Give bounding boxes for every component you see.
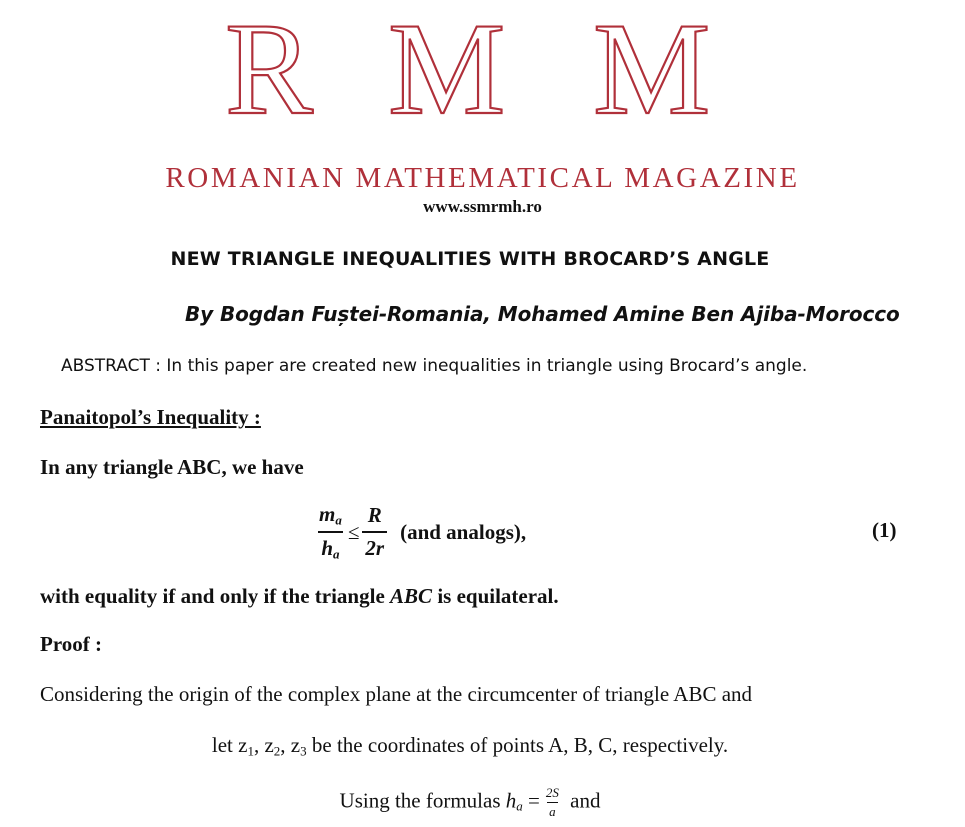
equation-number: (1) (872, 518, 897, 542)
h-symbol: h (505, 788, 517, 813)
formula-suffix: (and analogs), (400, 519, 527, 544)
proof-heading: Proof : (40, 632, 103, 656)
rhs-numerator: R (367, 503, 382, 527)
proof-line-1: Considering the origin of the complex plane at the circumcenter of triangle ABC and (40, 682, 753, 706)
lhs-numerator: m (319, 501, 336, 526)
rmm-logo (200, 0, 760, 130)
rhs-fraction (362, 503, 387, 561)
equality-condition: with equality if and only if the triangle ABC is equilateral. (40, 584, 559, 608)
proof-line-3: Using the formulas $h_a$ = $\frac{2S}{a}$ and (339, 785, 601, 819)
paper-authors: By Bogdan Fuștei-Romania, Mohamed Amine Ben Ajiba-Morocco (185, 302, 900, 326)
magazine-name: ROMANIAN MATHEMATICAL MAGAZINE (165, 162, 800, 194)
logo-letter-m1: M (388, 0, 506, 130)
inequality-formula (313, 500, 526, 564)
area-fraction: $\frac{2S}{a}$ (545, 785, 559, 819)
proof-line-2: let $z_1$, $z_2$, $z_3$ be the coordinates of points A, B, C, respectively. (211, 733, 729, 759)
lhs-fraction (316, 502, 345, 563)
lhs-denominator-sub: a (333, 546, 340, 562)
lhs-denominator: h (321, 536, 334, 560)
logo-letter-m2: M (593, 0, 711, 130)
lhs-numerator-sub: a (335, 512, 342, 527)
paper-title: NEW TRIANGLE INEQUALITIES WITH BROCARD’S ANGLE (170, 248, 770, 270)
logo-letter-r: R (225, 0, 314, 130)
equality-variable: ABC (390, 584, 433, 608)
paper-abstract: ABSTRACT : In this paper are created new inequalities in triangle using Brocard’s angle. (61, 356, 808, 376)
section-heading: Panaitopol’s Inequality : (40, 405, 261, 429)
section-intro: In any triangle ABC, we have (40, 455, 304, 479)
rhs-denominator: 2r (362, 531, 387, 561)
relation-symbol: ≤ (347, 519, 360, 544)
website-link[interactable]: www.ssmrmh.ro (423, 197, 542, 216)
